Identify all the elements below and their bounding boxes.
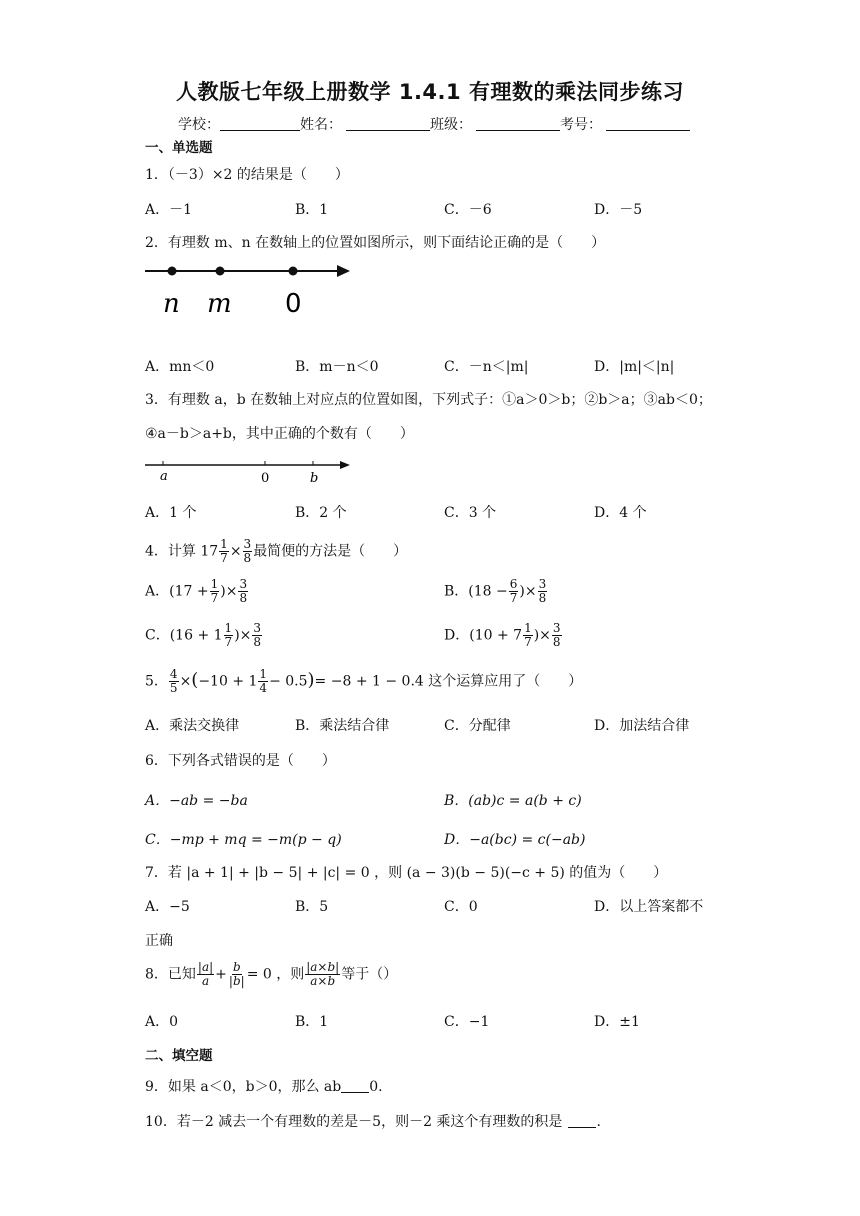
q8-option-d[interactable]: D．±1 bbox=[594, 1014, 640, 1030]
q3-option-a[interactable]: A．1 个 bbox=[145, 505, 197, 521]
student-info-line bbox=[178, 114, 690, 134]
q5-option-b[interactable]: B．乘法结合律 bbox=[295, 718, 390, 734]
q5-prefix: 5． bbox=[145, 673, 168, 690]
q6-stem: 6．下列各式错误的是（ ） bbox=[145, 753, 336, 769]
q5-rhs: = −8 + 1 − 0.4 这个运算应用了（ ） bbox=[314, 673, 583, 690]
q5-times: × bbox=[179, 673, 192, 690]
name-blank[interactable] bbox=[346, 116, 430, 131]
q1-option-d[interactable]: D．－5 bbox=[594, 202, 643, 218]
q4-suffix: 最简便的方法是（ ） bbox=[253, 543, 408, 560]
q5-option-d[interactable]: D．加法结合律 bbox=[594, 718, 690, 734]
q7-option-d[interactable]: D．以上答案都不 bbox=[594, 899, 704, 915]
q8-option-c[interactable]: C．−1 bbox=[444, 1014, 490, 1030]
q7-option-b[interactable]: B．5 bbox=[295, 899, 329, 915]
q3-label-zero: 0 bbox=[261, 471, 270, 486]
q7-option-a[interactable]: A．−5 bbox=[145, 899, 190, 915]
q4-option-d[interactable]: D．(10 + 7 $\frac{1}{7}$ )× $\frac{3}{8}$ bbox=[444, 621, 561, 649]
q2-label-n: n bbox=[163, 289, 180, 319]
q3-option-c[interactable]: C．3 个 bbox=[444, 505, 497, 521]
q2-option-a[interactable]: A．mn＜0 bbox=[145, 359, 215, 375]
school-blank[interactable] bbox=[220, 116, 300, 131]
q7-option-d-cont: 正确 bbox=[145, 933, 173, 949]
q3-label-b: b bbox=[310, 471, 319, 486]
q8-option-a[interactable]: A．0 bbox=[145, 1014, 179, 1030]
exam-no-blank[interactable] bbox=[606, 116, 690, 131]
class-label: 班级： bbox=[430, 117, 472, 133]
q6-option-d[interactable]: D．−a(bc) = c(−ab) bbox=[444, 832, 586, 848]
q10-answer-blank[interactable] bbox=[568, 1113, 596, 1128]
q10-end: . bbox=[596, 1114, 601, 1130]
q3-option-d[interactable]: D．4 个 bbox=[594, 505, 647, 521]
q6-option-b[interactable]: B．(ab)c = a(b + c) bbox=[444, 793, 582, 809]
q5-expr: −10 + 1 bbox=[198, 673, 258, 690]
q2-option-b[interactable]: B．m－n＜0 bbox=[295, 359, 379, 375]
page-title: 人教版七年级上册数学 1.4.1 有理数的乘法同步练习 bbox=[176, 80, 684, 104]
q4-stem: 4．计算 17 $\frac{1}{7}$ × $\frac{3}{8}$ 最简便的方法是（ ） bbox=[145, 537, 408, 565]
q10-stem bbox=[145, 1111, 601, 1131]
q2-number-line-figure bbox=[145, 258, 355, 320]
school-label: 学校： bbox=[178, 117, 220, 133]
q5-tail: − 0.5 bbox=[269, 673, 308, 690]
q4-option-b[interactable]: B．(18 − $\frac{6}{7}$ )× $\frac{3}{8}$ bbox=[444, 577, 547, 605]
q4-option-c-label: C． bbox=[145, 627, 170, 644]
q5-option-c[interactable]: C．分配律 bbox=[444, 718, 511, 734]
q2-stem: 2．有理数 m、n 在数轴上的位置如图所示，则下面结论正确的是（ ） bbox=[145, 235, 606, 251]
name-label: 姓名： bbox=[300, 117, 342, 133]
q8-suffix: 等于（） bbox=[341, 966, 398, 983]
q5-stem: 5． $\frac{4}{5}$ ×(−10 + 1 $\frac{1}{4}$ − 0.5)= −8 + 1 − 0.4 这个运算应用了（ ） bbox=[145, 667, 583, 695]
q4-option-d-label: D． bbox=[444, 627, 470, 644]
q9-answer-blank[interactable] bbox=[341, 1078, 369, 1093]
q5-option-a[interactable]: A．乘法交换律 bbox=[145, 718, 240, 734]
q3-number-line-figure bbox=[145, 456, 355, 486]
q9-prefix: 9．如果 a＜0，b＞0，那么 ab bbox=[145, 1079, 342, 1095]
section-single-choice-title: 一、单选题 bbox=[145, 140, 213, 156]
q6-option-a[interactable]: A．−ab = −ba bbox=[145, 793, 248, 809]
class-blank[interactable] bbox=[476, 116, 560, 131]
q4-option-c[interactable]: C．(16 + 1 $\frac{1}{7}$ )× $\frac{3}{8}$ bbox=[145, 621, 262, 649]
q6-option-c[interactable]: C．−mp + mq = −m(p − q) bbox=[145, 832, 342, 848]
exam-no-label: 考号： bbox=[560, 117, 602, 133]
q2-label-zero: 0 bbox=[285, 289, 302, 319]
q1-option-a[interactable]: A．－1 bbox=[145, 202, 193, 218]
q2-label-m: m bbox=[207, 289, 232, 319]
q3-stem: 3．有理数 a，b 在数轴上对应点的位置如图，下列式子：①a＞0＞b；②b＞a；③ab＜0； bbox=[145, 392, 712, 408]
q1-option-c[interactable]: C．－6 bbox=[444, 202, 492, 218]
q2-option-c[interactable]: C．－n＜|m| bbox=[444, 359, 529, 375]
q3-option-b[interactable]: B．2 个 bbox=[295, 505, 347, 521]
q8-mid: = 0 ，则 bbox=[246, 966, 305, 983]
q8-stem: 8．已知 $\frac{|a|}{a}$ + $\frac{b}{|b|}$ = 0 ，则 $\frac{|a\times b|}{a\times b}$ 等于（） bbox=[145, 960, 398, 988]
q7-stem: 7．若 |a + 1| + |b − 5| + |c| = 0 ，则 (a − 3)(b − 5)(−c + 5) 的值为（ ） bbox=[145, 865, 668, 881]
q4-option-a-label: A． bbox=[145, 583, 170, 600]
q2-option-d[interactable]: D．|m|＜|n| bbox=[594, 359, 675, 375]
q1-option-b[interactable]: B．1 bbox=[295, 202, 329, 218]
q10-text: 10．若－2 减去一个有理数的差是－5，则－2 乘这个有理数的积是 bbox=[145, 1114, 563, 1130]
q4-option-a[interactable]: A．(17 + $\frac{1}{7}$ )× $\frac{3}{8}$ bbox=[145, 577, 248, 605]
q7-option-c[interactable]: C．0 bbox=[444, 899, 478, 915]
q4-option-b-label: B． bbox=[444, 583, 469, 600]
q4-prefix: 4．计算 17 bbox=[145, 543, 219, 560]
q8-prefix: 8．已知 bbox=[145, 966, 196, 983]
q1-stem: 1．（－3）×2 的结果是（ ） bbox=[145, 167, 349, 183]
q3-label-a: a bbox=[160, 469, 168, 484]
section-fill-blank-title: 二、填空题 bbox=[145, 1048, 213, 1064]
q8-option-b[interactable]: B．1 bbox=[295, 1014, 329, 1030]
q3-stem-cont: ④a－b＞a+b，其中正确的个数有（ ） bbox=[145, 426, 414, 442]
q9-suffix: 0. bbox=[369, 1079, 383, 1095]
q9-stem bbox=[145, 1076, 383, 1096]
